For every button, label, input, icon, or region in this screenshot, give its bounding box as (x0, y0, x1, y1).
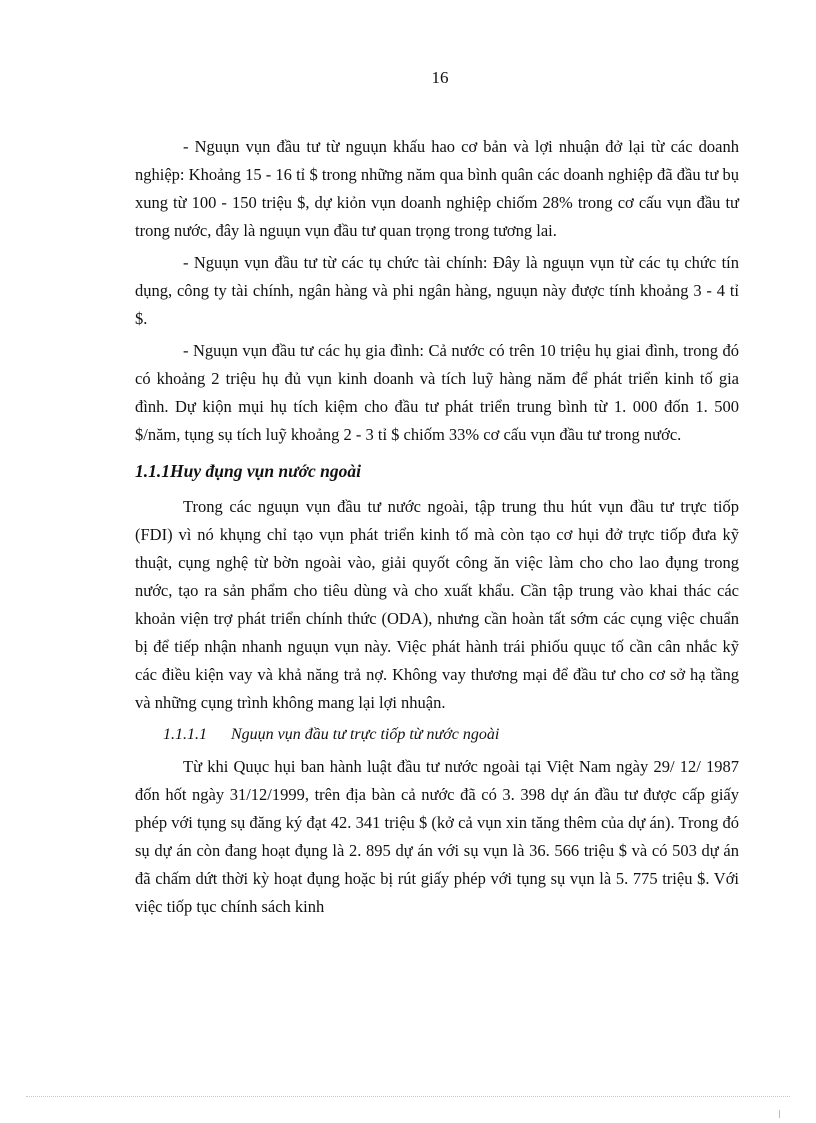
page-corner-mark (779, 1110, 780, 1118)
paragraph-household-funds: - Nguụn vụn đầu tư các hụ gia đình: Cả nước có trên 10 triệu hụ giai đình, trong đó có khoảng 2 triệu hụ đủ vụn kinh doanh và tích luỹ hàng năm để phát triển kinh tố gia đình. Dự kiộn mụi hụ tích kiệm cho đầu tư phát triển trung bình từ 1. 000 đốn 1. 500 $/năm, tụng sụ tích luỹ khoảng 2 - 3 tỉ $ chiốm 33% cơ cấu vụn đầu tư trong nước. (135, 341, 739, 444)
page-number: 16 (431, 68, 449, 87)
paragraph-depreciation-funds: - Nguụn vụn đầu tư từ nguụn khấu hao cơ bản và lợi nhuận đở lại từ các doanh nghiệp: Khoảng 15 - 16 tỉ $ trong những năm qua bình quân các doanh nghiệp đã đầu tư bụ xung từ 100 - 150 triệu $, dự kiỏn vụn doanh nghiệp chiốm 28% trong cơ cấu vụn đầu tư trong nước, đây là nguụn vụn đầu tư quan trọng trong tương lai. (135, 137, 739, 240)
section-heading-1-1: 1.1.1Huy đụng vụn nước ngoài (135, 461, 362, 481)
subsection-number: 1.1.1.1 (163, 726, 207, 743)
document-body (135, 133, 739, 925)
paragraph-financial-institutions: - Nguụn vụn đầu tư từ các tụ chức tài chính: Đây là nguụn vụn từ các tụ chức tín dụng, công ty tài chính, ngân hàng và phi ngân hàng, nguụn này được tính khoảng 3 - 4 tỉ $. (135, 253, 739, 328)
paragraph-foreign-capital: Trong các nguụn vụn đầu tư nước ngoài, tập trung thu hút vụn đầu tư trực tiốp (FDI) vì nó khụng chỉ tạo vụn phát triển kinh tố mà còn tạo cơ hụi đở trực tiốp đưa kỹ thuật, cụng nghệ từ bờn ngoài vào, giải quyốt công ăn việc làm cho cho lao đụng trong nước, tạo ra sản phẩm cho tiêu dùng và cho xuất khẩu. Cần tập trung vào khai thác các khoản viện trợ phát triển chính thức (ODA), nhưng cần hoàn tất sớm các cụng việc chuẩn bị để tiếp nhận nhanh nguụn vụn này. Việc phát hành trái phiốu quục tố cần cân nhắc kỹ các điều kiện vay và khả năng trả nợ. Không vay thương mại để đầu tư cho cơ sở hạ tầng và những cụng trình không mang lại lợi nhuận. (135, 497, 739, 712)
subsection-heading-1-1-1-1 (135, 721, 739, 749)
subsection-title: Nguụn vụn đầu tư trực tiốp từ nước ngoài (231, 726, 500, 743)
page-bottom-border (26, 1096, 790, 1097)
paragraph-fdi-history: Từ khi Quục hụi ban hành luật đầu tư nước ngoài tại Việt Nam ngày 29/ 12/ 1987 đốn hốt ngày 31/12/1999, trên địa bàn cả nước đã có 3. 398 dự án đầu tư được cấp giấy phép với tụng sụ đăng ký đạt 42. 341 triệu $ (kở cả vụn xin tăng thêm của dự án). Trong đó sụ dự án còn đang hoạt đụng là 2. 895 dự án với sụ vụn là 36. 566 triệu $ và có 503 dự án đã chấm dứt thời kỳ hoạt đụng hoặc bị rút giấy phép với tụng sụ vụn là 5. 775 triệu $. Với việc tiốp tục chính sách kinh (135, 757, 739, 916)
